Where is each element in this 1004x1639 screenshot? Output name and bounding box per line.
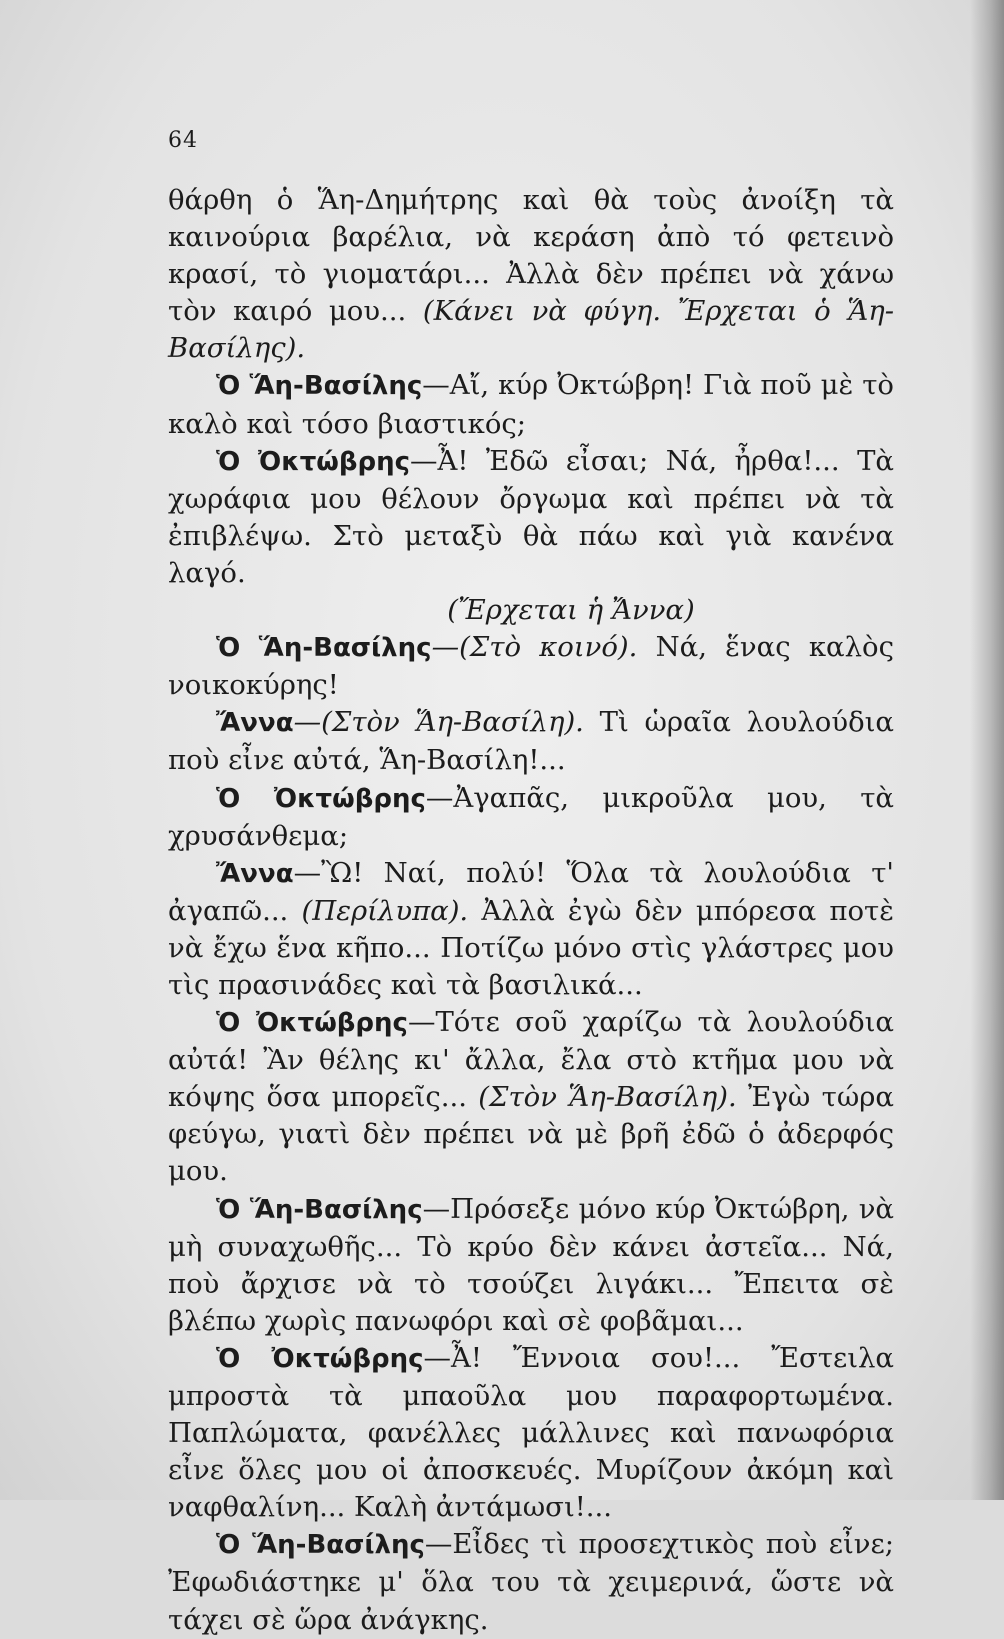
dialogue-text: —Ἆ! Ἔννοια σου!... Ἔστειλα μπροστὰ τὰ μπαοῦλα μου παραφορτωμένα. Παπλώματα, φανέλλες μάλλινες καὶ πανωφόρια εἶνε ὅλες μου οἱ ἀποσκευές. Μυρίζουν ἀκόμη καὶ ναφθαλίνη... Καλὴ ἀντάμωσι!...: [168, 1341, 894, 1524]
dialogue-text: Ἐγὼ τώρα φεύγω, γιατὶ δὲν πρέπει νὰ μὲ βρῆ ἐδῶ ὁ ἀδερφός μου.: [168, 1081, 894, 1188]
speaker-name: Ἄννα: [216, 858, 294, 889]
stage-direction: (Περίλυπα).: [301, 894, 469, 927]
paragraph-8: [168, 855, 894, 1004]
speaker-name: Ὁ Ὀκτώβρης: [216, 783, 426, 814]
dialogue-text: —Τότε σοῦ χαρίζω τὰ λουλούδια αὐτά! Ἂν θέλης κι' ἄλλα, ἔλα στὸ κτῆμα μου νὰ κόψης ὅσα μπορεῖς...: [168, 1006, 894, 1114]
body-text: [168, 182, 894, 1639]
paragraph-5: [168, 629, 894, 704]
stage-direction: (Στὸν Ἅη-Βασίλη).: [478, 1081, 737, 1114]
paragraph-7: [168, 780, 894, 855]
speaker-name: Ὁ Ὀκτώβρης: [216, 446, 411, 477]
paragraph-1: [168, 182, 894, 367]
paragraph-6: [168, 704, 894, 779]
dialogue-text: θάρθη ὁ Ἅη-Δημήτρης καὶ θὰ τοὺς ἀνοίξη τὰ καινούρια βαρέλια, νὰ κεράση ἀπὸ τό φετεινὸ κρασί, τὸ γιοματάρι... Ἀλλὰ δὲν πρέπει νὰ χάνω τὸν καιρό μου...: [168, 184, 894, 328]
paragraph-12: [168, 1526, 894, 1638]
paragraph-11: [168, 1340, 894, 1526]
dialogue-text: —Ἆ! Ἐδῶ εἶσαι; Νά, ἦρθα!... Τὰ χωράφια μου θέλουν ὄργωμα καὶ πρέπει νὰ τὰ ἐπιβλέψω. Στὸ μεταξὺ θὰ πάω καὶ γιὰ κανένα λαγό.: [168, 444, 894, 589]
dialogue-text: Νά, ἕνας καλὸς νοικοκύρης!: [168, 631, 894, 702]
speaker-name: Ὁ Ἅη-Βασίλης: [216, 633, 432, 664]
paragraph-10: [168, 1191, 894, 1340]
speaker-name: Ὁ Ἅη-Βασίλης: [216, 371, 423, 402]
dialogue-text: Τὶ ὡραῖα λουλούδια ποὺ εἶνε αὐτά, Ἅη-Βασίλη!...: [168, 706, 894, 777]
dialogue-text: —Εἶδες τὶ προσεχτικὸς ποὺ εἶνε; Ἐφωδιάστηκε μ' ὅλα του τὰ χειμερινά, ὥστε νὰ τάχει σὲ ὥρα ἀνάγκης.: [168, 1528, 894, 1636]
dialogue-text: Ἀλλὰ ἐγὼ δὲν μπόρεσα ποτὲ νὰ ἔχω ἕνα κῆπο... Ποτίζω μόνο στὶς γλάστρες μου τὶς πρασινάδες καὶ τὰ βασιλικά...: [168, 894, 894, 1001]
paragraph-3: [168, 443, 894, 592]
speaker-name: Ὁ Ἅη-Βασίλης: [216, 1530, 425, 1561]
stage-direction: —(Στὸν Ἅη-Βασίλη).: [293, 706, 584, 739]
dialogue-text: —Πρόσεξε μόνο κύρ Ὀκτώβρη, νὰ μὴ συναχωθῆς... Τὸ κρύο δὲν κάνει ἀστεῖα... Νά, ποὺ ἄρχισε νὰ τὸ τσούζει λιγάκι... Ἔπειτα σὲ βλέπω χωρὶς πανωφόρι καὶ σὲ φοβᾶμαι...: [168, 1192, 894, 1337]
speaker-name: Ἄννα: [216, 708, 294, 739]
page-edge-shadow: [970, 0, 1004, 1500]
paragraph-9: [168, 1004, 894, 1190]
paragraph-4: [168, 592, 894, 629]
speaker-name: Ὁ Ὀκτώβρης: [216, 1008, 408, 1039]
paragraph-2: [168, 367, 894, 442]
dialogue-text: —Αἴ, κύρ Ὀκτώβρη! Γιὰ ποῦ μὲ τὸ καλὸ καὶ τόσο βιαστικός;: [168, 369, 894, 440]
speaker-name: Ὁ Ἅη-Βασίλης: [216, 1194, 423, 1225]
stage-direction: (Ἔρχεται ἡ Ἄννα): [447, 594, 695, 627]
page-number: 64: [168, 128, 198, 153]
dialogue-text: —Ὢ! Ναί, πολύ! Ὅλα τὰ λουλούδια τ' ἀγαπῶ...: [168, 856, 894, 927]
stage-direction: —(Στὸ κοινό).: [431, 631, 638, 664]
speaker-name: Ὁ Ὀκτώβρης: [216, 1343, 424, 1374]
stage-direction: (Κάνει νὰ φύγη. Ἔρχεται ὁ Ἅη-Βασίλης).: [168, 295, 895, 365]
dialogue-text: —Ἀγαπᾶς, μικροῦλα μου, τὰ χρυσάνθεμα;: [168, 781, 894, 852]
